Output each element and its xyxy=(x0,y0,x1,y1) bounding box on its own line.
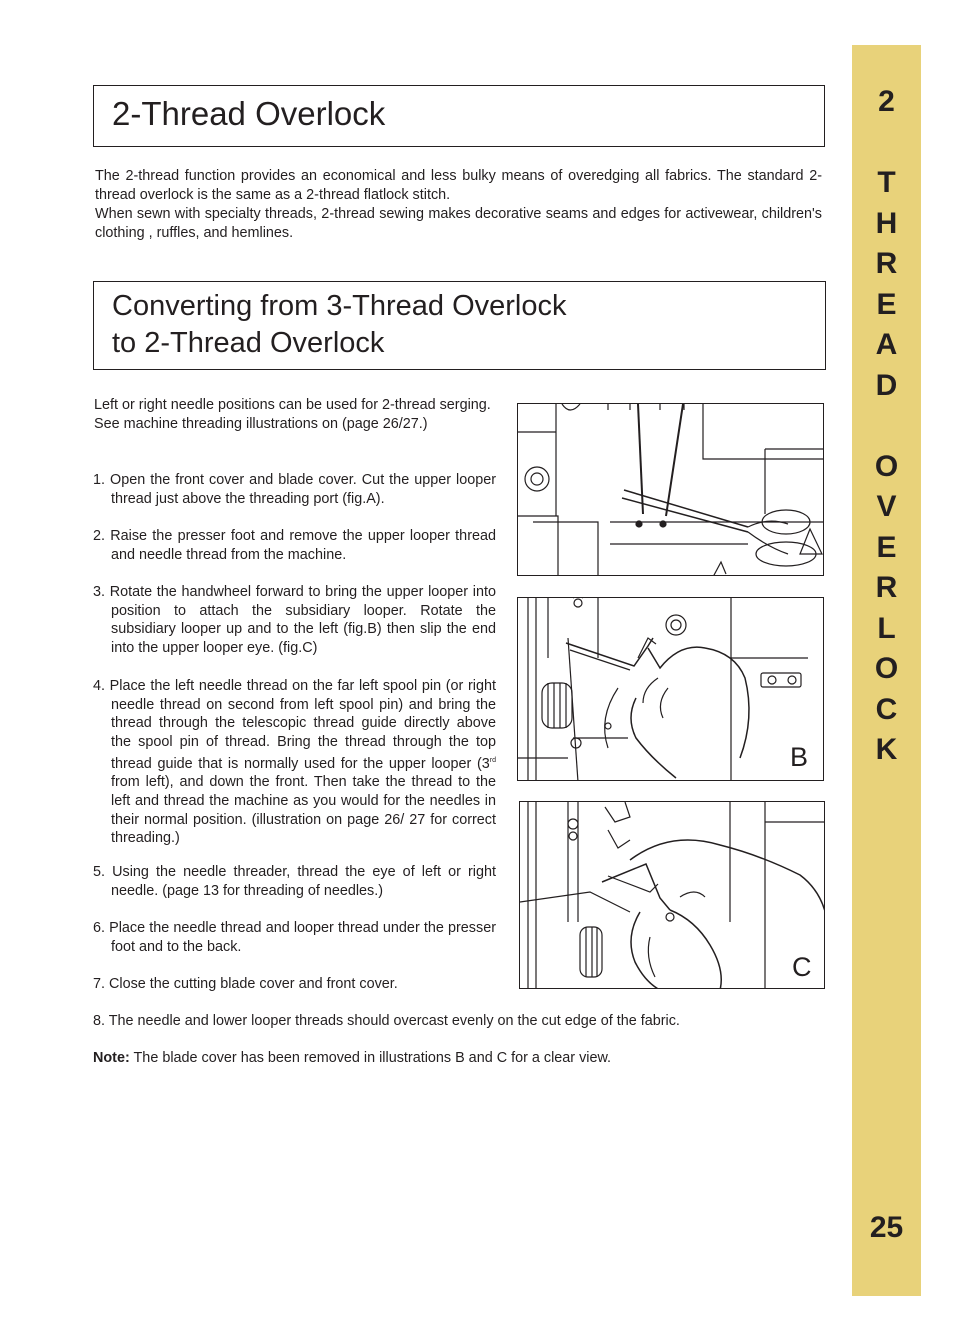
step-7: 7. Close the cutting blade cover and front cover. xyxy=(93,976,398,992)
figure-a-drawing xyxy=(518,404,824,576)
chapter-letter: V xyxy=(876,490,897,523)
step-1: 1. Open the front cover and blade cover. Cut the upper looper thread just above the threading port (fig.A). xyxy=(93,472,496,507)
step-6: 6. Place the needle thread and looper thread under the presser foot and to the back. xyxy=(93,920,496,955)
ordinal-suffix: rd xyxy=(489,756,496,764)
chapter-letter: R xyxy=(875,247,898,280)
subsection-heading-box xyxy=(93,281,826,370)
step-4 xyxy=(93,677,496,848)
figure-c-illustration xyxy=(519,801,825,989)
chapter-letter: T xyxy=(877,166,896,199)
lead-paragraph: Left or right needle positions can be used for 2-thread serging. xyxy=(94,397,491,413)
chapter-letter: L xyxy=(877,611,896,645)
note xyxy=(93,1049,611,1067)
chapter-letter: A xyxy=(875,328,898,361)
chapter-letter: H xyxy=(875,206,898,240)
intro-text xyxy=(95,167,822,243)
figure-c-label: C xyxy=(792,952,812,982)
step-3: 3. Rotate the handwheel forward to bring the upper looper into position to attach the subsidiary looper. Rotate the subsidiary looper up and to the left (fig.B) then slip the end into the upper looper eye. (fig.C) xyxy=(93,584,496,657)
subsection-title xyxy=(112,288,567,362)
chapter-title-vertical xyxy=(852,163,921,771)
lead-paragraph: See machine threading illustrations on (page 26/27.) xyxy=(94,415,428,432)
chapter-sidebar xyxy=(852,45,921,1296)
chapter-letter: O xyxy=(874,652,899,685)
page-title: 2-Thread Overlock xyxy=(112,95,386,132)
note-label: Note: xyxy=(93,1050,130,1066)
note-text: The blade cover has been removed in illustrations B and C for a clear view. xyxy=(129,1050,612,1066)
page-number: 25 xyxy=(869,1211,904,1244)
chapter-letter: D xyxy=(875,368,898,402)
subsection-title-line: to 2-Thread Overlock xyxy=(112,327,385,359)
chapter-number: 2 xyxy=(878,85,895,118)
chapter-letter: E xyxy=(876,530,897,564)
section-heading-box xyxy=(93,85,825,147)
chapter-letter: K xyxy=(875,733,898,766)
intro-paragraph: When sewn with specialty threads, 2-thread sewing makes decorative seams and edges for activewear, children's clothing , ruffles, and hemlines. xyxy=(95,206,822,241)
step-5: 5. Using the needle threader, thread the eye of left or right needle. (page 13 for threading of needles.) xyxy=(93,864,496,899)
figure-c-drawing xyxy=(520,802,825,989)
figure-b-illustration xyxy=(517,597,824,781)
figure-b-drawing xyxy=(518,598,824,781)
figure-a-illustration xyxy=(517,403,824,576)
chapter-letter: E xyxy=(876,287,897,321)
chapter-letter: O xyxy=(874,449,899,483)
step-4-text: 4. Place the left needle thread on the far left spool pin (or right needle thread on second from left spool pin) and bring the thread through the telescopic thread guide directly above the spool pin of thread. Bring the thread through the top thread guide that is normally used for the upper looper (3 xyxy=(93,678,496,772)
lead-text xyxy=(94,396,496,433)
chapter-letter: R xyxy=(875,571,898,604)
chapter-letter: C xyxy=(875,692,898,726)
step-2: 2. Raise the presser foot and remove the upper looper thread and needle thread from the machine. xyxy=(93,528,496,563)
intro-paragraph: The 2-thread function provides an economical and less bulky means of overedging all fabrics. The standard 2-thread overlock is the same as a 2-thread flatlock stitch. xyxy=(95,168,822,203)
chapter-letter xyxy=(852,406,921,447)
subsection-title-line: Converting from 3-Thread Overlock xyxy=(112,290,567,322)
figure-b-label: B xyxy=(790,742,809,772)
step-4-text-cont: from left), and down the front. Then take the thread to the left and thread the machine as you would for the needles in their normal position. (illustration on page 26/ 27 for correct threading.) xyxy=(111,774,496,847)
step-8: 8. The needle and lower looper threads should overcast evenly on the cut edge of the fabric. xyxy=(93,1013,680,1029)
